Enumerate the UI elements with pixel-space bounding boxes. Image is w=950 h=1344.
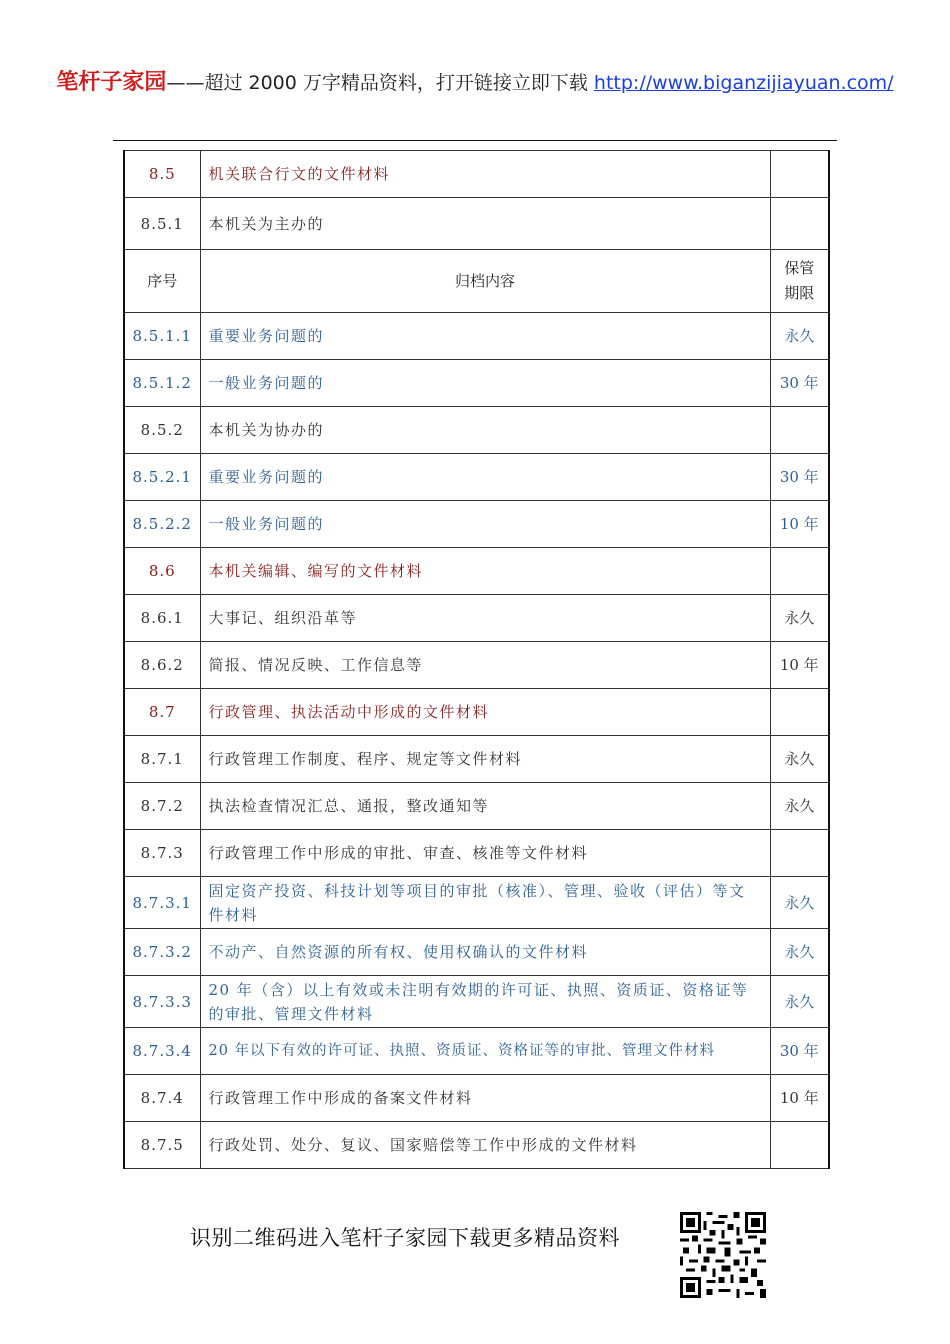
site-link[interactable]: http://www.biganzijiayuan.com/ xyxy=(593,72,894,94)
row-number: 8.7.3 xyxy=(124,830,200,877)
row-retention: 永久 xyxy=(770,976,829,1028)
row-retention: 30 年 xyxy=(770,454,829,501)
row-number: 8.7.1 xyxy=(124,736,200,783)
row-content: 本机关为主办的 xyxy=(200,198,770,250)
archive-retention-table xyxy=(123,150,830,1169)
table-row xyxy=(124,548,829,595)
row-content: 20 年（含）以上有效或未注明有效期的许可证、执照、资质证、资格证等的审批、管理文件材料 xyxy=(200,976,770,1028)
qr-code-icon[interactable] xyxy=(680,1212,766,1298)
row-number: 8.5.1.2 xyxy=(124,360,200,407)
row-retention xyxy=(770,151,829,198)
row-number: 8.5.2 xyxy=(124,407,200,454)
table-row xyxy=(124,877,829,929)
row-content: 行政管理、执法活动中形成的文件材料 xyxy=(200,689,770,736)
header-retention: 保管期限 xyxy=(770,250,829,313)
row-content: 不动产、自然资源的所有权、使用权确认的文件材料 xyxy=(200,929,770,976)
row-number: 8.5.2.1 xyxy=(124,454,200,501)
row-retention: 10 年 xyxy=(770,1075,829,1122)
row-content: 机关联合行文的文件材料 xyxy=(200,151,770,198)
row-content: 一般业务问题的 xyxy=(200,501,770,548)
row-content: 行政管理工作中形成的审批、审查、核准等文件材料 xyxy=(200,830,770,877)
row-number: 8.6.1 xyxy=(124,595,200,642)
page-header xyxy=(0,70,950,96)
table-row xyxy=(124,595,829,642)
table-row xyxy=(124,360,829,407)
row-content: 本机关编辑、编写的文件材料 xyxy=(200,548,770,595)
row-content: 行政管理工作制度、程序、规定等文件材料 xyxy=(200,736,770,783)
row-content: 大事记、组织沿革等 xyxy=(200,595,770,642)
table-row xyxy=(124,1075,829,1122)
table-row xyxy=(124,501,829,548)
table-row xyxy=(124,198,829,250)
row-retention: 30 年 xyxy=(770,360,829,407)
row-number: 8.7 xyxy=(124,689,200,736)
row-content: 一般业务问题的 xyxy=(200,360,770,407)
row-retention: 永久 xyxy=(770,929,829,976)
row-retention xyxy=(770,830,829,877)
table-row xyxy=(124,313,829,360)
footer-text: 识别二维码进入笔杆子家园下载更多精品资料 xyxy=(190,1226,620,1250)
row-number: 8.5.1 xyxy=(124,198,200,250)
row-retention: 永久 xyxy=(770,313,829,360)
row-content: 执法检查情况汇总、通报，整改通知等 xyxy=(200,783,770,830)
row-content: 重要业务问题的 xyxy=(200,454,770,501)
table-row xyxy=(124,151,829,198)
table-row xyxy=(124,454,829,501)
row-content: 行政处罚、处分、复议、国家赔偿等工作中形成的文件材料 xyxy=(200,1122,770,1169)
row-retention: 永久 xyxy=(770,736,829,783)
row-content: 20 年以下有效的许可证、执照、资质证、资格证等的审批、管理文件材料 xyxy=(200,1028,770,1075)
row-number: 8.6 xyxy=(124,548,200,595)
row-number: 8.5 xyxy=(124,151,200,198)
table-row xyxy=(124,830,829,877)
row-number: 8.7.3.4 xyxy=(124,1028,200,1075)
row-retention xyxy=(770,689,829,736)
row-number: 8.6.2 xyxy=(124,642,200,689)
table-row xyxy=(124,783,829,830)
row-number: 8.7.5 xyxy=(124,1122,200,1169)
row-retention: 永久 xyxy=(770,595,829,642)
row-number: 8.7.2 xyxy=(124,783,200,830)
table-row xyxy=(124,1028,829,1075)
header-content: 归档内容 xyxy=(200,250,770,313)
row-retention: 10 年 xyxy=(770,501,829,548)
row-content: 行政管理工作中形成的备案文件材料 xyxy=(200,1075,770,1122)
row-number: 8.7.3.2 xyxy=(124,929,200,976)
header-divider xyxy=(113,140,837,141)
row-retention: 永久 xyxy=(770,877,829,929)
table-row xyxy=(124,407,829,454)
row-number: 8.7.3.1 xyxy=(124,877,200,929)
table-row xyxy=(124,736,829,783)
header-tagline: ——超过 2000 万字精品资料，打开链接立即下载 xyxy=(166,72,594,94)
table-row xyxy=(124,689,829,736)
row-retention xyxy=(770,407,829,454)
header-number: 序号 xyxy=(124,250,200,313)
row-retention: 10 年 xyxy=(770,642,829,689)
row-retention: 永久 xyxy=(770,783,829,830)
row-content: 本机关为协办的 xyxy=(200,407,770,454)
row-retention xyxy=(770,548,829,595)
row-content: 简报、情况反映、工作信息等 xyxy=(200,642,770,689)
row-number: 8.5.2.2 xyxy=(124,501,200,548)
table-row xyxy=(124,1122,829,1169)
table-row xyxy=(124,929,829,976)
row-content: 重要业务问题的 xyxy=(200,313,770,360)
table-row xyxy=(124,976,829,1028)
table-header-row xyxy=(124,250,829,313)
row-content: 固定资产投资、科技计划等项目的审批（核准）、管理、验收（评估）等文件材料 xyxy=(200,877,770,929)
row-retention xyxy=(770,198,829,250)
row-retention xyxy=(770,1122,829,1169)
brand-name: 笔杆子家园 xyxy=(56,70,167,95)
row-number: 8.7.4 xyxy=(124,1075,200,1122)
table-row xyxy=(124,642,829,689)
row-retention: 30 年 xyxy=(770,1028,829,1075)
row-number: 8.7.3.3 xyxy=(124,976,200,1028)
row-number: 8.5.1.1 xyxy=(124,313,200,360)
